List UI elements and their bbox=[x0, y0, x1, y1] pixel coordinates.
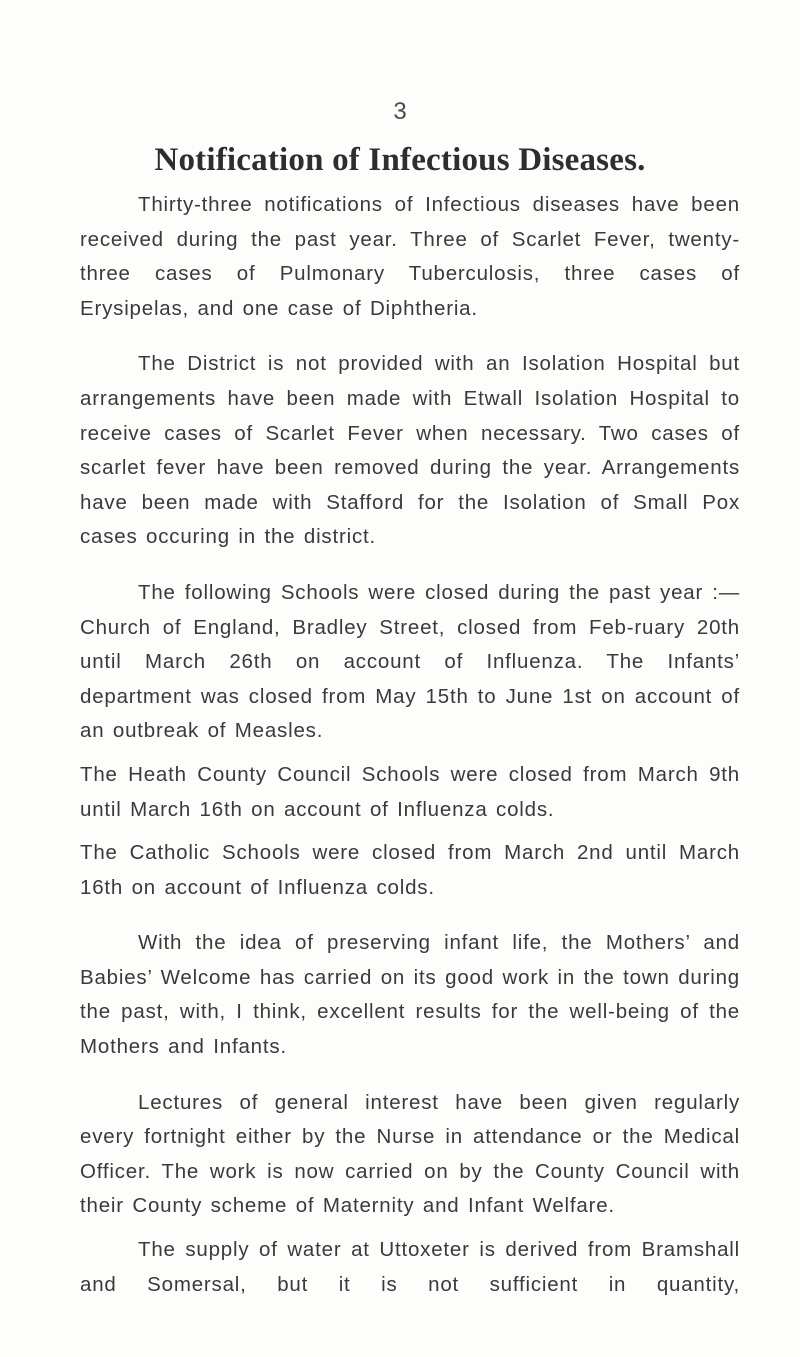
paragraph-lectures: Lectures of general interest have been given regularly every fortnight either by the Nurse in attendance or the Medical Officer. The work is now carried on by the County Council with their County scheme of Maternity and Infant Welfare. bbox=[80, 1090, 740, 1218]
paragraph-school-closures: The following Schools were closed during the past year :—Church of England, Bradley Street, closed from Feb-ruary 20th until March 26th on account of Influenza. The Infants’ department was closed from May 15th to June 1st on account of an outbreak of Measles. bbox=[80, 580, 740, 743]
paragraph-mothers-welcome: With the idea of preserving infant life, the Mothers’ and Babies’ Welcome has carried on its good work in the town during the past, with, I think, excellent results for the well-being of the Mothers and Infants. bbox=[80, 931, 740, 1059]
body-text bbox=[80, 188, 740, 1302]
paragraph-isolation-hospital: The District is not provided with an Isolation Hospital but arrangements have been made with Etwall Isolation Hospital to receive cases of Scarlet Fever when necessary. Two cases of scarlet fever have been removed during the year. Arrangements have been made with Stafford for the Isolation of Small Pox cases occuring in the district. bbox=[80, 352, 740, 549]
paragraph-heath-schools: The Heath County Council Schools were closed from March 9th until March 16th on account of Influenza colds. bbox=[80, 762, 740, 821]
paragraph-notifications: Thirty-three notifications of Infectious diseases have been received during the past year. Three of Scarlet Fever, twenty-three cases of Pulmonary Tuberculosis, three cases of Erysipelas, and one case of Diphtheria. bbox=[80, 193, 740, 320]
paragraph-water-supply: The supply of water at Uttoxeter is derived from Bramshall and Somersal, but it is not sufficient in quantity, bbox=[80, 1238, 740, 1296]
page-number: 3 bbox=[393, 98, 407, 125]
section-title: Notification of Infectious Diseases. bbox=[154, 142, 646, 178]
paragraph-catholic-schools: The Catholic Schools were closed from March 2nd until March 16th on account of Influenza colds. bbox=[80, 841, 740, 899]
